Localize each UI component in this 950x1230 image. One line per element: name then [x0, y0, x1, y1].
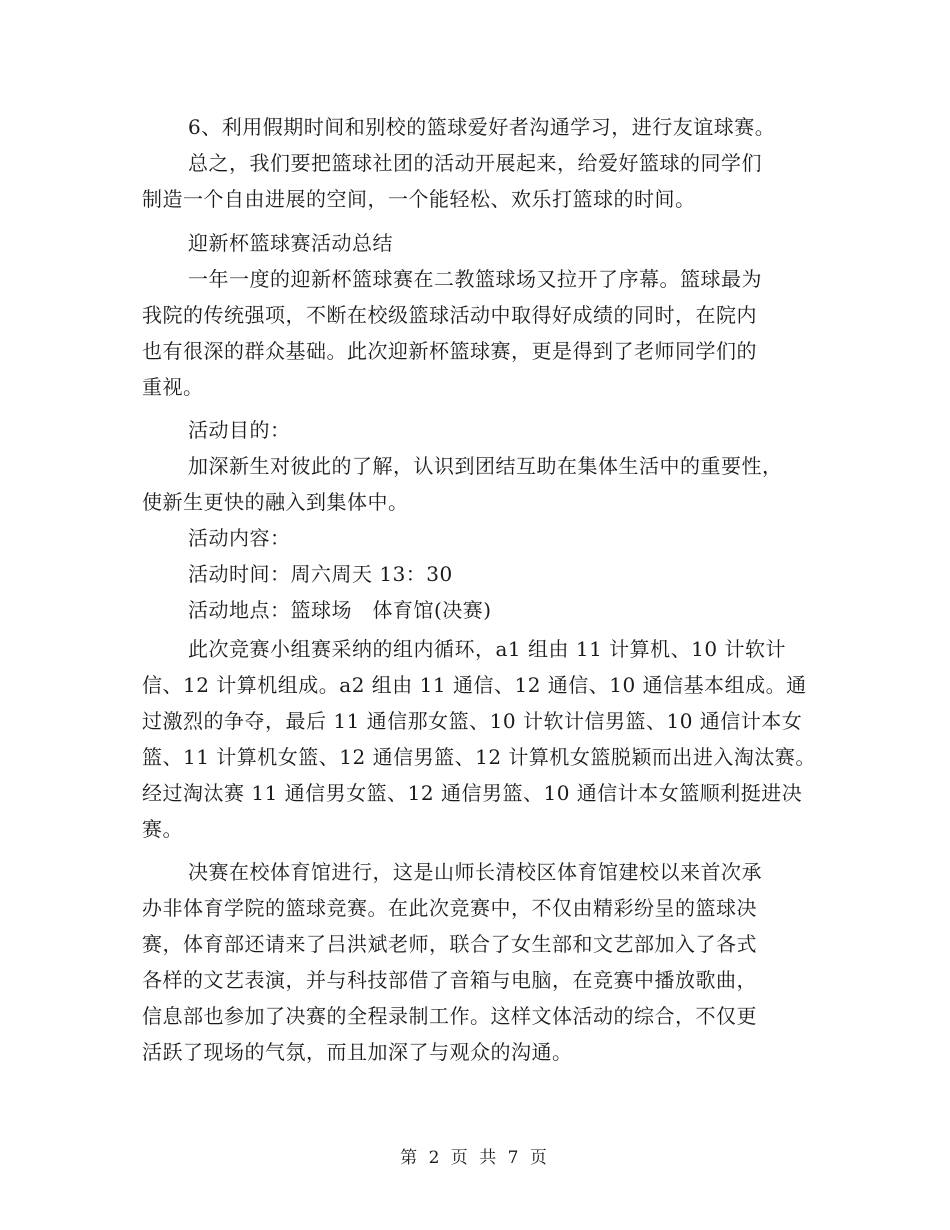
section-label: 活动目的：: [188, 418, 291, 442]
paragraph-line: 此次竞赛小组赛采纳的组内循环，a1 组由 11 计算机、10 计软计: [188, 637, 786, 661]
paragraph-line: 也有很深的群众基础。此次迎新杯篮球赛，更是得到了老师同学们的: [142, 339, 757, 363]
paragraph-line: 信、12 计算机组成。a2 组由 11 通信、12 通信、10 通信基本组成。通: [142, 673, 807, 697]
paragraph-line: 办非体育学院的篮球竞赛。在此次竞赛中，不仅由精彩纷呈的篮球决: [142, 896, 757, 920]
paragraph-line: 我院的传统强项，不断在校级篮球活动中取得好成绩的同时，在院内: [142, 303, 757, 327]
paragraph-line: 过激烈的争夺，最后 11 通信那女篮、10 计软计信男篮、10 通信计本女: [142, 709, 803, 733]
paragraph-line: 重视。: [142, 375, 204, 399]
paragraph-line: 活跃了现场的气氛，而且加深了与观众的沟通。: [142, 1040, 573, 1064]
paragraph-line: 使新生更快的融入到集体中。: [142, 490, 409, 514]
paragraph-line: 各样的文艺表演，并与科技部借了音箱与电脑，在竞赛中播放歌曲，: [142, 968, 757, 992]
paragraph-line: 赛，体育部还请来了吕洪斌老师，联合了女生部和文艺部加入了各式: [142, 932, 757, 956]
paragraph-line: 加深新生对彼此的了解，认识到团结互助在集体生活中的重要性，: [188, 454, 783, 478]
paragraph-line: 制造一个自由进展的空间，一个能轻松、欢乐打篮球的时间。: [142, 187, 696, 211]
paragraph-line: 篮、11 计算机女篮、12 通信男篮、12 计算机女篮脱颖而出进入淘汰赛。: [142, 745, 816, 769]
section-label: 活动内容：: [188, 526, 291, 550]
paragraph-line: 一年一度的迎新杯篮球赛在二教篮球场又拉开了序幕。篮球最为: [188, 267, 762, 291]
paragraph-line: 赛。: [142, 817, 183, 841]
paragraph-line: 活动时间：周六周天 13：30: [188, 562, 453, 586]
paragraph-line: 活动地点：篮球场 体育馆(决赛): [188, 598, 492, 622]
paragraph-line: 信息部也参加了决赛的全程录制工作。这样文体活动的综合，不仅更: [142, 1004, 757, 1028]
paragraph-line: 经过淘汰赛 11 通信男女篮、12 通信男篮、10 通信计本女篮顺利挺进决: [142, 781, 803, 805]
paragraph-line: 决赛在校体育馆进行，这是山师长清校区体育馆建校以来首次承: [188, 860, 762, 884]
section-heading: 迎新杯篮球赛活动总结: [188, 231, 393, 255]
paragraph-line: 6、利用假期时间和别校的篮球爱好者沟通学习，进行友谊球赛。: [188, 115, 776, 139]
paragraph-line: 总之，我们要把篮球社团的活动开展起来，给爱好篮球的同学们: [188, 151, 762, 175]
page-number-footer: 第 2 页 共 7 页: [400, 1148, 550, 1168]
